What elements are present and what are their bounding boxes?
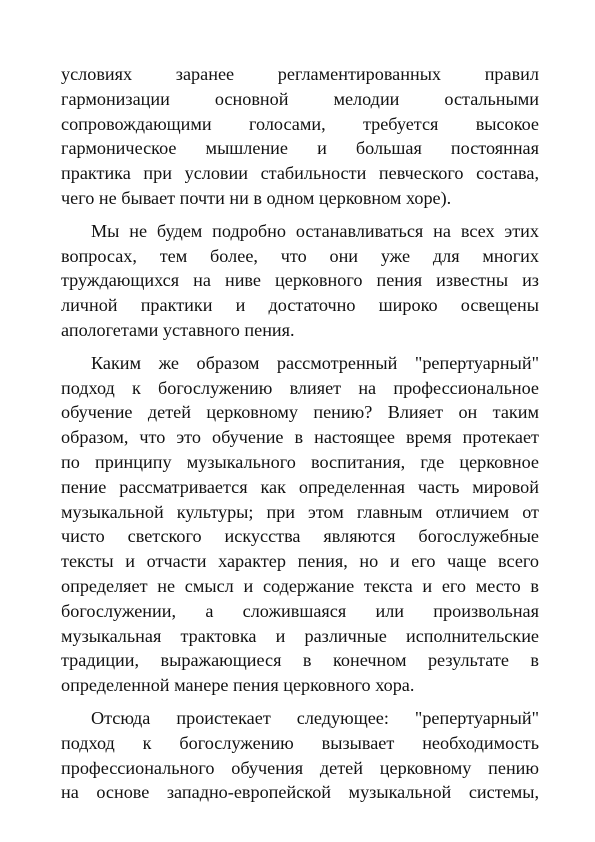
document-page — [61, 62, 539, 805]
paragraph-gap — [61, 211, 539, 219]
text-line: музыкальной культуры; при этом главным отличием от — [61, 501, 539, 522]
text-line: практика при условии стабильности певческого состава, — [61, 163, 539, 184]
paragraph-2 — [61, 219, 539, 343]
text-line: образом, что это обучение в настоящее время протекает — [61, 427, 539, 448]
text-line: пение рассматривается как определенная часть мировой — [61, 476, 539, 497]
text-line: гармонизации основной мелодии остальными — [61, 88, 539, 109]
text-line: по принципу музыкального воспитания, где церковное — [61, 451, 539, 472]
text-line: определяет не смысл и содержание текста и его место в — [61, 575, 539, 596]
text-line: вопросах, тем более, что они уже для многих — [61, 245, 539, 266]
paragraph-4 — [61, 706, 539, 805]
text-line: на основе западно-европейской музыкальной системы, — [61, 782, 539, 803]
text-line: труждающихся на ниве церковного пения известны из — [61, 270, 539, 291]
paragraph-3 — [61, 351, 539, 698]
text-line: сопровождающими голосами, требуется высокое — [61, 113, 539, 134]
paragraph-gap — [61, 343, 539, 351]
text-line: подход к богослужению влияет на профессиональное — [61, 377, 539, 398]
text-line: традиции, выражающиеся в конечном результате в — [61, 650, 539, 671]
text-line: апологетами уставного пения. — [61, 319, 295, 340]
text-line: Отсюда проистекает следующее: "репертуарный" — [91, 707, 539, 728]
text-line: профессионального обучения детей церковному пению — [61, 757, 539, 778]
text-line: Мы не будем подробно останавливаться на всех этих — [91, 220, 539, 241]
text-line: Каким же образом рассмотренный "репертуарный" — [91, 352, 539, 373]
text-line: богослужении, а сложившаяся или произвольная — [61, 600, 539, 621]
text-line: чисто светского искусства являются богослужебные — [61, 526, 539, 547]
text-line: гармоническое мышление и большая постоянная — [61, 138, 539, 159]
text-line: определенной манере пения церковного хора. — [61, 675, 415, 696]
paragraph-1 — [61, 62, 539, 211]
text-line: условиях заранее регламентированных правил — [61, 64, 539, 84]
paragraph-gap — [61, 698, 539, 706]
text-line: музыкальная трактовка и различные исполнительские — [61, 625, 539, 646]
text-line: обучение детей церковному пению? Влияет он таким — [61, 402, 539, 423]
text-line: подход к богослужению вызывает необходимость — [61, 732, 539, 753]
text-line: чего не бывает почти ни в одном церковном хоре). — [61, 187, 452, 208]
text-line: личной практики и достаточно широко освещены — [61, 295, 539, 316]
text-line: тексты и отчасти характер пения, но и его чаще всего — [61, 551, 539, 572]
